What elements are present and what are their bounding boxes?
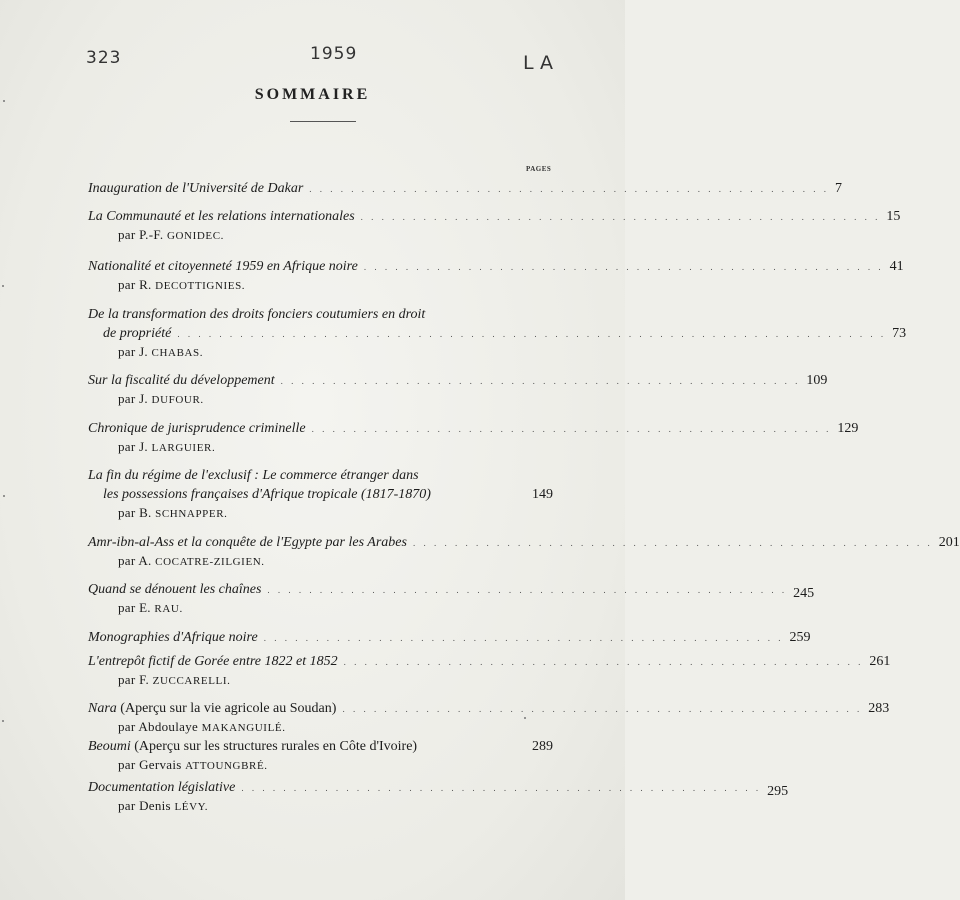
handwritten-number-left: 323: [86, 48, 122, 68]
toc-entry-title: Monographies d'Afrique noire: [88, 630, 258, 645]
toc-entry: [88, 257, 904, 295]
toc-title-line: [88, 179, 843, 198]
author-surname: COCATRE-ZILGIEN.: [155, 556, 265, 568]
leader-dots: . . . . . . . . . . . . . . . . . . . . . . . . . . . . . . . . . . . . . . . . . . . . . . . . . .: [267, 585, 788, 595]
toc-entry-author: par F. ZUCCARELLI.: [118, 672, 231, 687]
scan-speck: [2, 285, 4, 287]
toc-page-number: 129: [837, 421, 859, 436]
leader-dots: . . . . . . . . . . . . . . . . . . . . . . . . . . . . . . . . . . . . . . . . . . . . . . . . . .: [263, 633, 784, 643]
leader-dots: . . . . . . . . . . . . . . . . . . . . . . . . . . . . . . . . . . . . . . . . . . . . . . . . . .: [309, 184, 830, 194]
scan-speck: [524, 717, 526, 719]
toc-page-number: 245: [793, 586, 815, 601]
toc-entry: [88, 207, 901, 245]
author-surname: CHABAS.: [151, 347, 204, 359]
toc-title-line: [88, 257, 904, 276]
toc-entry: [88, 305, 907, 362]
toc-page-number: 109: [806, 373, 828, 388]
leader-dots: . . . . . . . . . . . . . . . . . . . . . . . . . . . . . . . . . . . . . . . . . . . . . . . . . .: [311, 424, 832, 434]
toc-page-number: 15: [886, 209, 901, 224]
toc-entry-title-line1: De la transformation des droits fonciers coutumiers en droit: [88, 307, 426, 322]
leader-dots: . . . . . . . . . . . . . . . . . . . . . . . . . . . . . . . . . . . . . . . . . . . . . . . . . .: [343, 657, 864, 667]
toc-entry-title: Nationalité et citoyenneté 1959 en Afrique noire: [88, 259, 358, 274]
toc-title-line: [88, 628, 811, 647]
toc-entry-author: par Gervais ATTOUNGBRÉ.: [118, 757, 268, 772]
toc-entry: [88, 737, 553, 775]
toc-entry: [88, 652, 891, 690]
toc-entry-author: par J. DUFOUR.: [118, 391, 204, 406]
leader-dots: . . . . . . . . . . . . . . . . . . . . . . . . . . . . . . . . . . . . . . . . . . . . . . . . . .: [280, 376, 801, 386]
pages-column-heading: PAGES: [526, 165, 552, 173]
title-underline: [290, 121, 356, 122]
toc-title-line: [88, 207, 901, 226]
toc-title-line: [88, 778, 789, 799]
toc-entry: [88, 371, 828, 409]
toc-page-number: 7: [835, 181, 843, 196]
handwritten-initials: LA: [523, 52, 560, 74]
toc-entry-title: Quand se dénouent les chaînes: [88, 582, 262, 597]
leader-dots: . . . . . . . . . . . . . . . . . . . . . . . . . . . . . . . . . . . . . . . . . . . . . . . . . .: [342, 704, 863, 714]
handwritten-year: 1959: [310, 44, 358, 64]
toc-page-number: 283: [868, 701, 890, 716]
toc-entry-title: Nara (Aperçu sur la vie agricole au Soudan): [88, 701, 337, 716]
toc-entry: [88, 628, 811, 647]
toc-entry-title-line2: les possessions françaises d'Afrique tropicale (1817-1870): [103, 487, 431, 502]
toc-title-line: [88, 580, 815, 601]
toc-page-number: 261: [869, 654, 891, 669]
toc-entry-author: par Denis LÉVY.: [118, 798, 209, 813]
scan-speck: [2, 720, 4, 722]
toc-entry-title-line2: de propriété: [103, 326, 172, 341]
toc-entry-title: Beoumi (Aperçu sur les structures rurales en Côte d'Ivoire): [88, 739, 418, 754]
toc-entry-title: L'entrepôt fictif de Gorée entre 1822 et 1852: [88, 654, 338, 669]
toc-title-line: [88, 533, 960, 552]
toc-title-line: [88, 652, 891, 671]
toc-title-line: [88, 324, 907, 343]
leader-dots: . . . . . . . . . . . . . . . . . . . . . . . . . . . . . . . . . . . . . . . . . . . . . . . . . . . . . . . . . . . . . . . . . . . .: [177, 329, 887, 339]
author-surname: GONIDEC.: [166, 230, 224, 242]
toc-entry: [88, 466, 553, 523]
author-surname: LARGUIER.: [151, 442, 216, 454]
toc-page-number: 259: [789, 630, 811, 645]
scan-speck: [3, 495, 5, 497]
author-surname: ZUCCARELLI.: [152, 675, 231, 687]
author-surname: RAU.: [154, 603, 183, 615]
toc-entry-author: par B. SCHNAPPER.: [118, 505, 228, 520]
toc-entry: [88, 778, 789, 816]
toc-page-number: 41: [889, 259, 904, 274]
toc-entry-title: Inauguration de l'Université de Dakar: [88, 181, 304, 196]
toc-page-number: 289: [532, 739, 553, 754]
toc-entry-title: Documentation législative: [88, 780, 236, 795]
toc-entry: [88, 699, 890, 737]
toc-entry-title-line1: La fin du régime de l'exclusif : Le commerce étranger dans: [88, 468, 419, 483]
toc-page-number: 149: [532, 487, 553, 502]
author-surname: SCHNAPPER.: [155, 508, 228, 520]
toc-entry-author: par J. CHABAS.: [118, 344, 204, 359]
page-title: SOMMAIRE: [254, 86, 371, 103]
toc-title-line: [88, 699, 890, 718]
toc-entry-author: par E. RAU.: [118, 600, 183, 615]
toc-entry-title: La Communauté et les relations internationales: [88, 209, 355, 224]
toc-title-line: [88, 485, 553, 504]
toc-entry: [88, 419, 859, 457]
toc-entry-title: Amr-ibn-al-Ass et la conquête de l'Egypte par les Arabes: [88, 535, 407, 550]
toc-title-line: [88, 419, 859, 438]
toc-title-line: [88, 466, 553, 485]
toc-page-number: 295: [767, 784, 789, 799]
leader-dots: . . . . . . . . . . . . . . . . . . . . . . . . . . . . . . . . . . . . . . . . . . . . . . . . . .: [241, 783, 762, 793]
leader-dots: . . . . . . . . . . . . . . . . . . . . . . . . . . . . . . . . . . . . . . . . . . . . . . . . . .: [412, 538, 933, 548]
leader-dots: . . . . . . . . . . . . . . . . . . . . . . . . . . . . . . . . . . . . . . . . . . . . . . . . . .: [363, 262, 884, 272]
author-surname: LÉVY.: [174, 801, 209, 813]
author-surname: DUFOUR.: [151, 394, 204, 406]
toc-entry-author: par Abdoulaye MAKANGUILÉ.: [118, 719, 286, 734]
toc-title-line: [88, 737, 553, 756]
toc-page-number: 73: [892, 326, 907, 341]
toc-page-number: 201: [938, 535, 960, 550]
toc-entry-title: Chronique de jurisprudence criminelle: [88, 421, 306, 436]
toc-entry: [88, 533, 960, 571]
toc-entry: [88, 179, 843, 198]
leader-dots: . . . . . . . . . . . . . . . . . . . . . . . . . . . . . . . . . . . . . . . . . . . . . . . . . .: [360, 212, 881, 222]
toc-entry-title: Sur la fiscalité du développement: [88, 373, 275, 388]
toc-entry: [88, 580, 815, 618]
author-surname: MAKANGUILÉ.: [201, 722, 286, 734]
author-surname: ATTOUNGBRÉ.: [185, 760, 268, 772]
toc-title-line: [88, 371, 828, 390]
toc-entry-author: par A. COCATRE-ZILGIEN.: [118, 553, 265, 568]
toc-entry-author: par P.-F. GONIDEC.: [118, 227, 224, 242]
toc-entry-author: par R. DECOTTIGNIES.: [118, 277, 246, 292]
author-surname: DECOTTIGNIES.: [155, 280, 246, 292]
scan-speck: [3, 100, 5, 102]
toc-title-line: [88, 305, 553, 324]
toc-entry-author: par J. LARGUIER.: [118, 439, 216, 454]
